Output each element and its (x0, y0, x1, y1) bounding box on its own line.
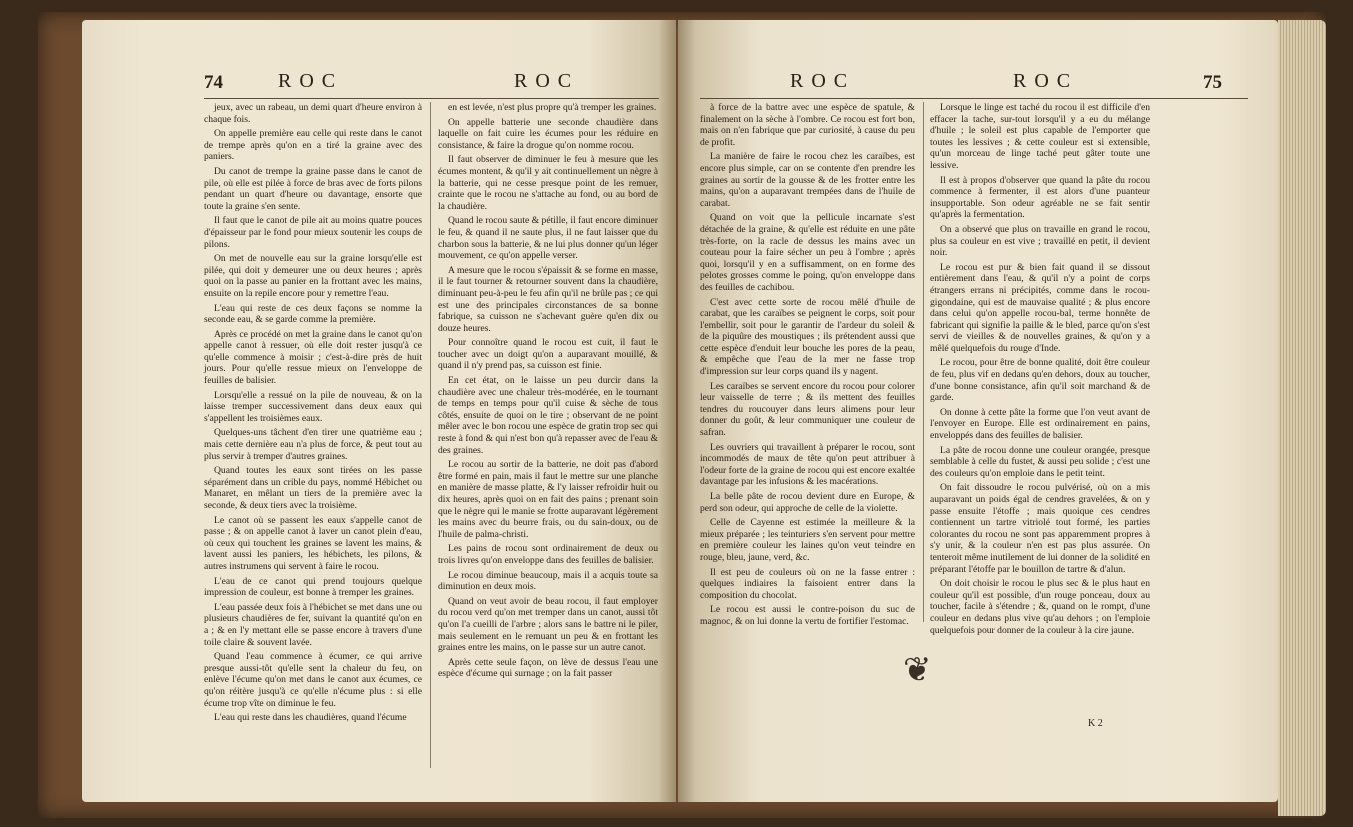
paragraph: L'eau qui reste dans les chaudières, quand l'écume (214, 712, 407, 724)
paragraph: C'est avec cette sorte de rocou mêlé d'huile de carabat, que les caraïbes se peignent le corps, soit pour l'embellir, soit pour le garantir de l'ardeur du soleil & de la piquûre des moustiques ; ils prétendent aussi que cette espèce d'enduit leur bouche les pores de la peau, & empêche que l'eau de la mer ne fasse trop d'impression sur leur corps quand ils y nagent. (700, 296, 915, 378)
paragraph: L'eau passée deux fois à l'hébichet se met dans une ou plusieurs chaudières de fer, suivant la quantité qu'on en a ; & en l'y mettant elle se passe encore à travers d'une toile claire & souvent lavée. (204, 601, 422, 648)
running-head-left: ROC (790, 70, 856, 92)
page-edges-right (1278, 20, 1326, 816)
paragraph: Quelques-uns tâchent d'en tirer une quatrième eau ; mais cette dernière eau n'a plus de force, & peut tout au plus servir à tremper d'autres graines. (204, 427, 422, 462)
left-page (82, 20, 676, 802)
paragraph: Les ouvriers qui travaillent à préparer le rocou, sont incommodés de maux de tête qu'on peut attribuer à l'odeur forte de la graine de rocou qui est encore exaltée davantage par les infusions & les macérations. (700, 441, 915, 488)
paragraph: Il faut que le canot de pile ait au moins quatre pouces d'épaisseur par le fond pour mieux soutenir les coups de pilons. (204, 215, 422, 250)
signature-mark: K 2 (1088, 718, 1103, 729)
paragraph: Il faut observer de diminuer le feu à mesure que les écumes montent, & qu'il y ait continuellement un nègre à la batterie, qui ne cesse presque point de les remuer, crainte que le rocou ne s'attache au fond, ou au bord de la chaudière. (438, 154, 658, 212)
left-column-2 (438, 102, 658, 778)
paragraph: Il est à propos d'observer que quand la pâte du rocou commence à fermenter, il est alors d'une puanteur insupportable. Son odeur agréable ne se fait sentir qu'après la fermentation. (930, 174, 1150, 221)
column-rule (430, 102, 431, 768)
running-head-left: ROC (278, 70, 344, 92)
paragraph: Après ce procédé on met la graine dans le canot qu'on appelle canot à ressuer, où elle doit rester jusqu'à ce qu'elle commence à moisir ; c'est-à-dire près de huit jours. Pour qu'elle ressue mieux on l'enveloppe de feuilles de balisier. (204, 328, 422, 387)
running-head-right: ROC (1013, 70, 1079, 92)
paragraph: Les caraïbes se servent encore du rocou pour colorer leur vaisselle de terre ; & ils mettent des feuilles tendres du roucouyer dans leurs alimens pour leur donner du goût, & leur communiquer une couleur de safran. (700, 380, 915, 439)
paragraph: Quand on voit que la pellicule incarnate s'est détachée de la graine, & qu'elle est réduite en une pâte très-forte, on la racle de dessus les mains avec un couteau pour la faire sécher un peu à l'ombre ; après quoi, lorsqu'il y en a suffisamment, on en forme des pelotes grosses comme le poing, qu'on enveloppe dans des feuilles de cachibou. (700, 212, 915, 293)
right-column-1 (700, 102, 915, 632)
paragraph: L'eau de ce canot qui prend toujours quelque impression de couleur, est bonne à tremper les graines. (204, 575, 422, 599)
page-number: 74 (204, 72, 223, 93)
paragraph: A mesure que le rocou s'épaissit & se forme en masse, il le faut tourner & retourner souvent dans la chaudière, diminuant peu-à-peu le feu afin qu'il ne brûle pas ; ce qui est une des principales circonstances de sa bonne fabrique, sa cuisson ne s'achevant guère qu'en dix ou douze heures. (438, 264, 658, 334)
paragraph: La manière de faire le rocou chez les caraïbes, est encore plus simple, car on se contente d'en prendre les graines au sortir de la gousse & de les frotter entre les mains, qu'on a auparavant trempées dans de l'huile de carabat. (700, 151, 915, 209)
running-head-right: ROC (514, 70, 580, 92)
paragraph: Lorsque le linge est taché du rocou il est difficile d'en effacer la tache, sur-tout lorsqu'il y a eu du mélange d'huile ; le soleil est plus capable de l'emporter que toutes les lessives ; & cette couleur est si extensible, qu'un morceau de linge taché peut gâter toute une lessive. (930, 102, 1150, 171)
paragraph: Après cette seule façon, on lève de dessus l'eau une espèce d'écume qui surnage ; on la fait passer (438, 656, 658, 680)
paragraph: Le rocou au sortir de la batterie, ne doit pas d'abord être formé en pain, mais il faut le mettre sur une planche en manière de masse platte, & l'y laisser refroidir huit ou dix heures, après quoi on en fait des pains ; prenant soin que le nègre qui le manie se frotte auparavant légèrement les mains avec du beurre frais, ou du sain-doux, ou de l'huile de palma-christi. (438, 459, 658, 540)
paragraph: On doit choisir le rocou le plus sec & le plus haut en couleur qu'il est possible, d'un rouge ponceau, doux au toucher, facile à s'étendre ; &, quand on le rompt, d'une couleur en dedans plus vive qu'au dehors ; on l'emploie quelquefois pour donner de la couleur à la cire jaune. (930, 578, 1150, 636)
paragraph: Il est peu de couleurs où on ne la fasse entrer : quelques indiaires la faisoient entrer dans la composition du chocolat. (700, 566, 915, 601)
paragraph: On fait dissoudre le rocou pulvérisé, où on a mis auparavant un poids égal de cendres gravelées, & on y passe ensuite l'étoffe ; mais quoique ces cendres contiennent un tartre vitriolé tout formé, les parties colorantes du rocou ne sont pas apparemment propres à s'y unir, & la couleur n'en est pas plus assurée. On tenteroit même inutilement de lui donner de la solidité en préparant l'étoffe par le bouillon de tartre & d'alun. (930, 482, 1150, 575)
right-page (678, 20, 1278, 802)
paragraph: La pâte de rocou donne une couleur orangée, presque semblable à celle du fustet, & aussi peu solide ; c'est une des couleurs qu'on emploie dans le petit teint. (930, 444, 1150, 479)
paragraph: Le rocou est pur & bien fait quand il se dissout entièrement dans l'eau, & qu'il n'y a point de corps étrangers errans ni précipités, comme dans le rocou-gigondaine, qui est de mauvaise qualité ; & plus encore dans celui qu'on appelle rocou-bal, terme honnête de fabricant qui signifie la paille & le bled, parce qu'on s'est servi de vieilles & de nouvelles graines, & qu'on y a mêlé quelquefois du rouge d'Inde. (930, 261, 1150, 354)
paragraph: En cet état, on le laisse un peu durcir dans la chaudière avec une chaleur très-modérée, en le tournant de temps en temps pour qu'il cuise & sèche de tous côtés, ensuite de quoi on le tire ; observant de ne point mêler avec le bon rocou une espèce de gratin trop sec qui reste à fond & qui n'est bon qu'à repasser avec de l'eau & des graines. (438, 375, 658, 456)
paragraph: à force de la battre avec une espèce de spatule, & finalement on la sèche à l'ombre. Ce rocou est fort bon, mais on n'en fabrique que par curiosité, à cause du peu de profit. (700, 102, 915, 148)
paragraph: On met de nouvelle eau sur la graine lorsqu'elle est pilée, qui doit y demeurer une ou deux heures ; après quoi on la passe au panier en la frottant avec les mains, ensuite on la repile encore pour y remettre l'eau. (204, 253, 422, 299)
right-column-2 (930, 102, 1150, 642)
page-number: 75 (1203, 72, 1222, 93)
paragraph: On a observé que plus on travaille en grand le rocou, plus sa couleur en est vive ; travaillé en petit, il devient noir. (930, 223, 1150, 259)
paragraph: Le rocou est aussi le contre-poison du suc de magnoc, & on lui donne la vertu de fortifier l'estomac. (700, 604, 915, 627)
paragraph: Pour connoître quand le rocou est cuit, il faut le toucher avec un doigt qu'on a auparavant mouillé, & quand il n'y prend pas, sa cuisson est finie. (438, 337, 658, 372)
header-rule (700, 98, 1248, 99)
paragraph: Quand le rocou saute & pétille, il faut encore diminuer le feu, & quand il ne saute plus, il ne faut laisser que du charbon sous la batterie, & ne lui plus donner qu'un léger mouvement, ce qu'on appelle verser. (438, 215, 658, 262)
paragraph: On appelle première eau celle qui reste dans le canot de trempe après qu'on en a tiré la graine avec des paniers. (204, 128, 422, 163)
paragraph: Celle de Cayenne est estimée la meilleure & la mieux préparée ; les teinturiers s'en servent pour mettre en première couleur les laines qu'on veut teindre en rouge, bleu, jaune, verd, &c. (700, 517, 915, 563)
paragraph: Le canot où se passent les eaux s'appelle canot de passe ; & on appelle canot à laver un canot plein d'eau, où ceux qui touchent les graines se lavent les mains, & lavent aussi les paniers, les hébichets, les pilons, & autres instrumens qui servent à faire le rocou. (204, 514, 422, 572)
paragraph: Du canot de trempe la graine passe dans le canot de pile, où elle est pilée à force de bras avec de forts pilons pendant un quart d'heure ou davantage, ensorte que toute la graine s'en sente. (204, 165, 422, 212)
paragraph: Lorsqu'elle a ressué on la pile de nouveau, & on la laisse tremper successivement dans deux eaux qui s'appellent les troisièmes eaux. (204, 389, 422, 424)
header-rule (204, 98, 659, 99)
paragraph: Quand l'eau commence à écumer, ce qui arrive presque aussi-tôt qu'elle sent la chaleur du feu, on enlève l'écume qu'on met dans le canot aux écumes, ce qu'on réitère jusqu'à ce qu'elle n'écume plus : si elle écume trop vîte on diminue le feu. (204, 651, 422, 709)
paragraph: On donne à cette pâte la forme que l'on veut avant de l'envoyer en Europe. Elle est ordinairement en pains, enveloppés dans des feuilles de balisier. (930, 406, 1150, 442)
paragraph: Quand on veut avoir de beau rocou, il faut employer du rocou verd qu'on met tremper dans un canot, aussi tôt qu'on l'a cueilli de l'arbre ; alors sans le battre ni le piler, mais seulement en le remuant un peu & en frottant les graines entre les mains, on le passe sur un autre canot. (438, 595, 658, 654)
fleuron-ornament-icon: ❦ (903, 652, 932, 689)
paragraph: L'eau qui reste de ces deux façons se nomme la seconde eau, & se garde comme la première. (204, 302, 422, 326)
paragraph: Le rocou diminue beaucoup, mais il a acquis toute sa diminution en deux mois. (438, 569, 658, 593)
paragraph: en est levée, n'est plus propre qu'à tremper les graines. (448, 102, 657, 113)
left-column-1 (204, 102, 422, 778)
paragraph: Les pains de rocou sont ordinairement de deux ou trois livres qu'on enveloppe dans des feuilles de balisier. (438, 543, 658, 566)
paragraph: La belle pâte de rocou devient dure en Europe, & perd son odeur, qui approche de celle de la violette. (700, 491, 915, 514)
paragraph: Quand toutes les eaux sont tirées on les passe séparément dans un crible du pays, nommé Hébichet ou Manaret, en mêlant un tiers de la première avec la seconde, & deux tiers avec la troisième. (204, 465, 422, 511)
paragraph: jeux, avec un rabeau, un demi quart d'heure environ à chaque fois. (204, 102, 422, 125)
paragraph: Le rocou, pour être de bonne qualité, doit être couleur de feu, plus vif en dedans qu'en dehors, doux au toucher, d'une bonne consistance, afin qu'il soit marchand & de garde. (930, 357, 1150, 404)
column-rule (923, 102, 924, 622)
paragraph: On appelle batterie une seconde chaudière dans laquelle on fait cuire les écumes pour les réduire en consistance, & faire la drogue qu'on nomme rocou. (438, 116, 658, 151)
